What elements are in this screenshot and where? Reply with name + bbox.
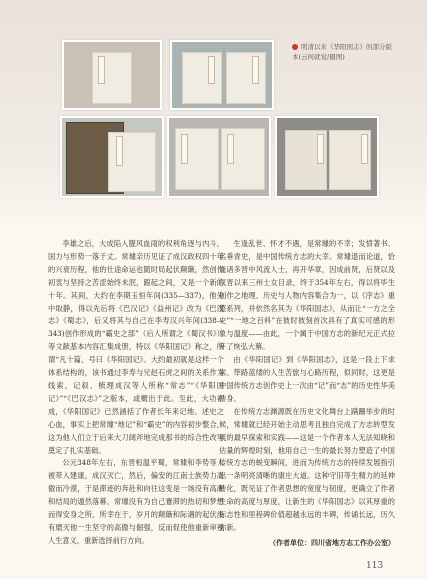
figure-photos xyxy=(0,0,427,228)
article-column-left xyxy=(48,238,224,548)
article-paragraph: 公元348年左右，东晋桓温平蜀，常璩和李势等人被带入建康，成汉灭亡，然后，偏安的江南士族势力高傲而冷漠，于是滞迹的奔赴和向往这变是一场没有高潮和结局的遁然落幕。常璩没有为自己蹇滞的热切和梦想而得安身之所，所幸在于，岁月的颠簸和际遇的起伏没有磨灭他一生坚守的高傲与倔强，反而促使他重新审视人生意义，重新选择前行方向。 xyxy=(48,458,224,545)
author-affiliation: （作者单位：四川省地方志工作办公室） xyxy=(269,537,395,547)
bullet-dot-icon xyxy=(292,44,298,50)
book-photo-3 xyxy=(60,116,164,198)
article-paragraph: 生逢乱世、怀才不遇，是常璩的不幸；发愤著书、名垂青史，是中国传统方志的大幸。常璩退而论道，恰逢诸多晋中风流人士，再开华章，因成前贤，后贤以及汉晋以来三州士女目录，终于354年左右，得以将毕生创作之地理、历史与人物内容集合为一，以《序志》重整系列，并依然名其为《华阳国志》，从而让“一方之全史”“一地之百科”在彼时彼刻首次具有了真实可感的形象与温度——由此，一个属于中国方志的新纪元正式拉开了恢弘大幕。 xyxy=(219,239,395,352)
book-photo-2 xyxy=(170,40,274,110)
figure-caption: 明清以来《华阳国志》的部分版本(云何就觉/摄图) xyxy=(292,43,392,61)
book-photo-5 xyxy=(275,116,379,198)
book-photo-4 xyxy=(167,116,271,198)
article-paragraph: 由《华阳国记》到《华阳国志》，这是一段上下求索、筚路蓝缕的人生苦旅与心路历程，似同时，这更是中国传统方志创作史上一次由“记”而“志”的历史性华美转身。 xyxy=(219,355,395,403)
book-photo-1 xyxy=(62,40,162,110)
article-column-right xyxy=(219,238,395,550)
page-number: 113 xyxy=(366,561,384,571)
article-paragraph: 在传统方志渊源既在历史文化舞台上蹒跚举步的时候，常璩就已经开始主动思考且独自完成了方志转型发展的最早探索和实践——这是一个作者本人无法知晓和估量的辉煌时刻，他用自己一生的最长努力塑造了中国传统方志的蜕变瞬间，进而为传统方志的持续发展指引出一条明亮清晰的康庄大道。这种守旧等生精力的延伸转化，既见证了作者思想的宽度与韧度，更确立了作者生命的高度与厚度，让新生的《华阳国志》以其厚重的标志性和里程碑价值超越永远的丰碑，传诵长远，历久弥新。 xyxy=(219,406,395,532)
article-paragraph: 李雄之后，大成陷入腥风血雨的权利角逐与内斗，国力与形势一落千丈。常璩亲历见证了成汉政权四十年的兴衰历程，他的仕途命运也随时局起伏颠簸，然创作初衷与坚持之苦涩始终未泯，跟起之间，又是一个新的十年。其间，大约在李期玉恒年间(335—337)，他先中取静，得以先后将《巴汉记》《益州记》改为《巴汉志》《蜀志》，后又将其与自己在李寿汉兴年间(338—343)创作形成的“霸史之部”（后人所谓之《蜀汉书》）等文献基本内容汇集成册，特以《华阳国记》称之，所谓“凡十篇，号曰《华阳国记》。大约最初就是这样一个体系结构的，该书通过李寿与兄赵石虎之间的关系作为线索，记叙、梳理成汉等人所称“常志”“《华阳国记》”“《巴汉志》”之版本，或概出于此。至此，大功初成，《华阳国记》已然涵括了作者长年来记地、述史之心血，事实上把常璩“地记”和“霸史”的内容初步整合，这为他人们立于后来大刀阔斧地完成那书的综合性改写奠定了扎实基础。 xyxy=(48,239,224,455)
